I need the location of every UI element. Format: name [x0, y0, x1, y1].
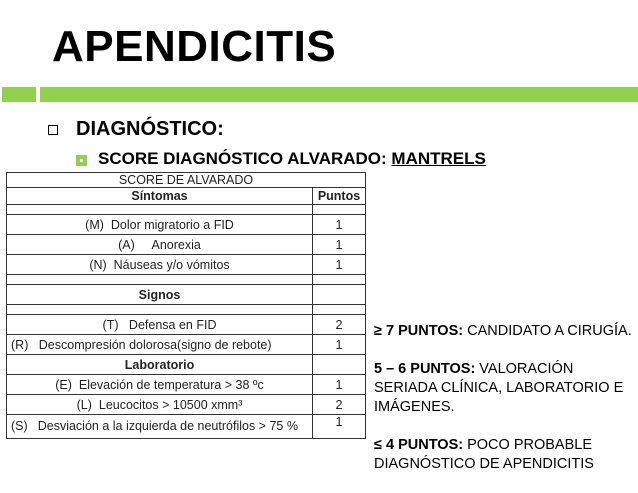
slide-title: APENDICITIS	[52, 22, 337, 71]
lab-header: Laboratorio	[7, 355, 313, 375]
row-points: 1	[313, 215, 366, 235]
subheading	[98, 149, 486, 169]
row-points: 1	[313, 375, 366, 395]
signs-header: Signos	[7, 285, 313, 305]
table-row	[7, 315, 366, 335]
note-label: ≤ 4 PUNTOS:	[374, 437, 464, 453]
table-row	[7, 235, 366, 255]
row-code: (R)	[11, 337, 29, 352]
note-text: CANDIDATO A CIRUGÍA.	[463, 323, 632, 339]
row-code: (E)	[55, 377, 72, 392]
score-interpretation	[374, 322, 634, 493]
note-label: ≥ 7 PUNTOS:	[374, 323, 464, 339]
subheading-prefix: SCORE DIAGNÓSTICO ALVARADO:	[98, 149, 392, 168]
checkbox-bullet-icon	[48, 125, 58, 135]
note-high	[374, 322, 634, 341]
row-text: Náuseas y/o vómitos	[113, 257, 230, 272]
row-code: (N)	[89, 257, 107, 272]
section-heading: DIAGNÓSTICO:	[76, 118, 224, 140]
table-row	[7, 395, 366, 415]
row-code: (L)	[76, 397, 92, 412]
table-row	[7, 255, 366, 275]
row-text: Defensa en FID	[128, 317, 217, 332]
row-code: (S)	[11, 419, 28, 433]
row-points: 1	[313, 415, 366, 439]
row-points: 1	[313, 335, 366, 355]
note-text: VALORACIÓN SERIADA CLÍNICA, LABORATORIO E IMÁGENES.	[374, 361, 624, 415]
green-square-bullet-icon	[76, 155, 87, 166]
row-code: (A)	[118, 237, 135, 252]
row-text: Descompresión dolorosa(signo de rebote)	[38, 337, 272, 352]
subheading-underlined: MANTRELS	[391, 149, 486, 168]
row-text: Elevación de temperatura > 38 ºc	[78, 377, 264, 392]
row-points: 1	[313, 255, 366, 275]
note-low	[374, 436, 634, 474]
row-points: 1	[313, 235, 366, 255]
col-points-header: Puntos	[313, 188, 366, 205]
note-mid	[374, 360, 634, 417]
table-title: SCORE DE ALVARADO	[7, 173, 366, 188]
row-points: 2	[313, 395, 366, 415]
accent-bar	[40, 87, 638, 102]
alvarado-score-table	[6, 172, 366, 439]
table-row	[7, 215, 366, 235]
table-row	[7, 335, 366, 355]
row-text: Anorexia	[151, 237, 201, 252]
accent-square	[2, 87, 36, 102]
table-row	[7, 415, 366, 439]
note-label: 5 – 6 PUNTOS:	[374, 361, 476, 377]
row-text: Dolor migratorio a FID	[110, 217, 234, 232]
table-row	[7, 375, 366, 395]
col-symptoms-header: Síntomas	[7, 188, 313, 205]
row-code: (M)	[85, 217, 104, 232]
row-points: 2	[313, 315, 366, 335]
row-text: Leucocitos > 10500 xmm³	[98, 397, 243, 412]
note-text: POCO PROBABLE DIAGNÓSTICO DE APENDICITIS	[374, 437, 594, 472]
row-text: Desviación a la izquierda de neutrófilos > 75 %	[37, 419, 298, 433]
row-code: (T)	[102, 317, 119, 332]
